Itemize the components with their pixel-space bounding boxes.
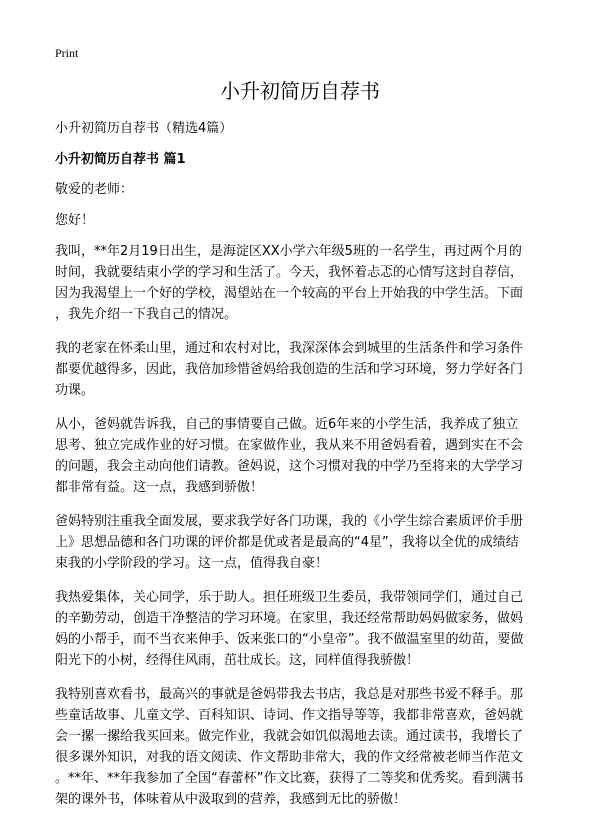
- document-subtitle: 小升初简历自荐书（精选4篇）: [55, 121, 233, 136]
- body-paragraph: 我热爱集体，关心同学，乐于助人。担任班级卫生委员，我带领同学们，通过自己 的辛勤劳动，创造干净整洁的学习环境。在家里，我还经常帮助妈妈做家务，做妈 妈的小帮手，而不当衣来伸手、饭来张口的“小皇帝”。我不做温室里的幼苗，要做 阳光下的小树，经得住风雨，茁壮成长。这，同样值得我骄傲！: [55, 590, 524, 668]
- greeting-line: 敬爱的老师：: [55, 182, 134, 197]
- hello-line: 您好！: [55, 213, 95, 228]
- page-title: 小升初简历自荐书: [220, 79, 380, 103]
- document-body: [55, 118, 550, 823]
- section-heading: 小升初简历自荐书 篇1: [55, 152, 186, 167]
- body-paragraph: 我叫，**年2月19日出生，是海淀区XX小学六年级5班的一名学生，再过两个月的 时间，我就要结束小学的学习和生活了。今天，我怀着忐忑的心情写这封自荐信， 因为我渴望上一个好的学校，渴望站在一个较高的平台上开始我的中学生活。下面 ，我先介绍一下我自己的情况。: [55, 244, 524, 322]
- body-paragraph: 我的老家在怀柔山里，通过和农村对比，我深深体会到城里的生活条件和学习条件 都要优越得多，因此，我倍加珍惜爸妈给我创造的生活和学习环境，努力学好各门 功课。: [55, 341, 524, 398]
- body-paragraph: 我特别喜欢看书，最高兴的事就是爸妈带我去书店，我总是对那些书爱不释手。那 些童话故事、儿童文学、百科知识、诗词、作文指导等等，我都非常喜欢，爸妈就 会一摞一摞给我买回来。做完作业，我就会如饥似渴地去读。通过读书，我增长了 很多课外知识，对我的语文阅读、作文帮助非常大，我的作文经常被老师当作范文 。**年、**年我参加了全国“春蕾杯”作文比赛，获得了二等奖和优秀奖。看到满书 架的课外书，体味着从中汲取到的营养，我感到无比的骄傲！: [55, 687, 524, 807]
- print-link[interactable]: Print: [55, 46, 79, 60]
- body-paragraph: 爸妈特别注重我全面发展，要求我学好各门功课，我的《小学生综合素质评价手册 上》思想品德和各门功课的评价都是优或者是最高的“4星”，我将以全优的成绩结 束我的小学阶段的学习。这一点，值得我自豪！: [55, 514, 524, 571]
- body-paragraph: 从小，爸妈就告诉我，自己的事情要自己做。近6年来的小学生活，我养成了独立 思考、独立完成作业的好习惯。在家做作业，我从来不用爸妈看着，遇到实在不会 的问题，我会主动向他们请教。爸妈说，这个习惯对我的中学乃至将来的大学学习 都非常有益。这一点，我感到骄傲！: [55, 417, 524, 495]
